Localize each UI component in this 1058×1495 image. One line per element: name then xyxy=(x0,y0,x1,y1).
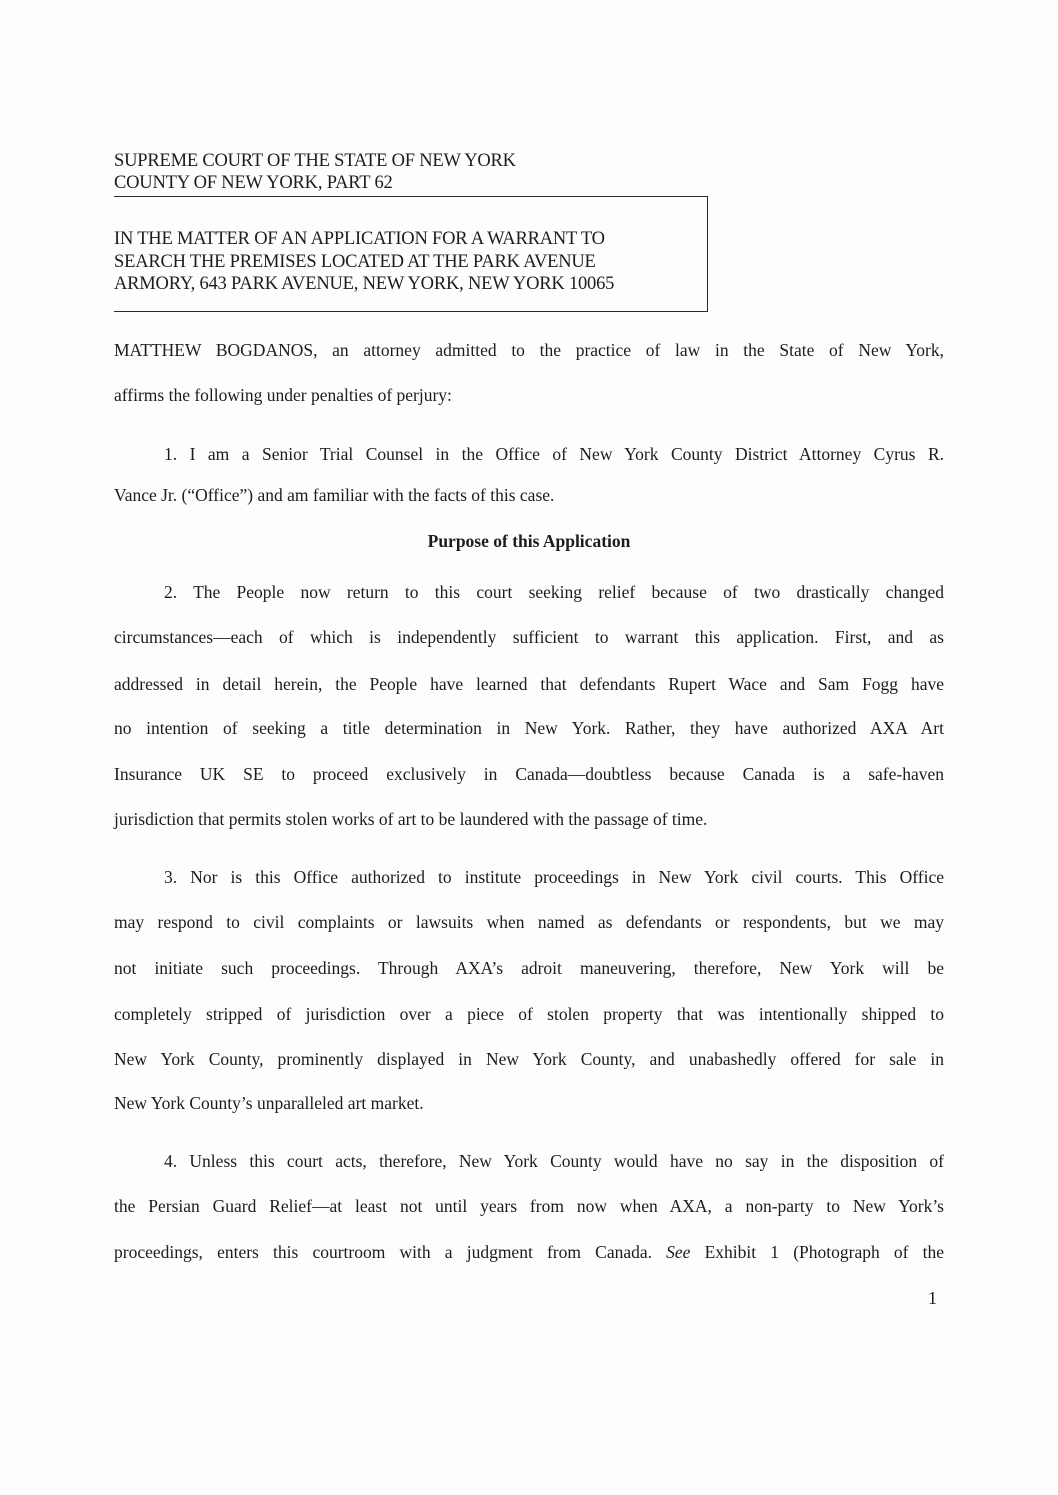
para2-line: 2. The People now return to this court seeking relief because of two drastically changed xyxy=(164,582,944,602)
section-heading: Purpose of this Application xyxy=(427,531,631,551)
caption-line: ARMORY, 643 PARK AVENUE, NEW YORK, NEW YORK 10065 xyxy=(114,274,615,294)
caption-line: IN THE MATTER OF AN APPLICATION FOR A WARRANT TO xyxy=(114,229,605,249)
court-header xyxy=(114,150,516,194)
see-signal: See xyxy=(666,1242,691,1262)
para2-line: addressed in detail herein, the People have learned that defendants Rupert Wace and Sam Fogg have xyxy=(114,674,944,694)
caption-line: SEARCH THE PREMISES LOCATED AT THE PARK AVENUE xyxy=(114,251,596,272)
para3-line: may respond to civil complaints or lawsuits when named as defendants or respondents, but we may xyxy=(114,912,944,932)
para2-line: jurisdiction that permits stolen works of art to be laundered with the passage of time. xyxy=(114,809,708,829)
para4-line xyxy=(114,1242,944,1262)
intro-line: affirms the following under penalties of perjury: xyxy=(114,385,452,405)
para1-line: 1. I am a Senior Trial Counsel in the Office of New York County District Attorney Cyrus R. xyxy=(164,444,944,464)
para1-line: Vance Jr. (“Office”) and am familiar with the facts of this case. xyxy=(114,485,555,505)
exhibit-reference: Exhibit 1 (Photograph of the xyxy=(690,1242,944,1262)
para3-line: New York County’s unparalleled art market. xyxy=(114,1093,424,1113)
intro-line: MATTHEW BOGDANOS, an attorney admitted to the practice of law in the State of New York, xyxy=(114,340,944,360)
caption-bottom-rule xyxy=(114,311,708,312)
para3-line: 3. Nor is this Office authorized to institute proceedings in New York civil courts. This Office xyxy=(164,867,944,887)
court-county-part: COUNTY OF NEW YORK, PART 62 xyxy=(114,173,393,193)
case-caption-box xyxy=(114,196,708,312)
court-name: SUPREME COURT OF THE STATE OF NEW YORK xyxy=(114,151,516,171)
para3-line: completely stripped of jurisdiction over a piece of stolen property that was intentionally shipped to xyxy=(114,1004,944,1024)
para2-line: no intention of seeking a title determination in New York. Rather, they have authorized AXA Art xyxy=(114,718,944,738)
page-number: 1 xyxy=(928,1288,937,1308)
case-caption xyxy=(114,228,614,296)
para2-line: Insurance UK SE to proceed exclusively in Canada—doubtless because Canada is a safe-haven xyxy=(114,764,944,784)
para4-line: the Persian Guard Relief—at least not until years from now when AXA, a non-party to New York’s xyxy=(114,1196,944,1216)
para3-line: not initiate such proceedings. Through AXA’s adroit maneuvering, therefore, New York will be xyxy=(114,958,944,978)
para4-text: proceedings, enters this courtroom with a judgment from Canada. xyxy=(114,1242,667,1262)
para3-line: New York County, prominently displayed in New York County, and unabashedly offered for sale in xyxy=(114,1049,944,1069)
caption-top-rule xyxy=(114,196,708,197)
para4-line: 4. Unless this court acts, therefore, New York County would have no say in the disposition of xyxy=(164,1151,944,1171)
caption-right-rule xyxy=(707,196,708,312)
para2-line: circumstances—each of which is independently sufficient to warrant this application. First, and as xyxy=(114,627,944,647)
